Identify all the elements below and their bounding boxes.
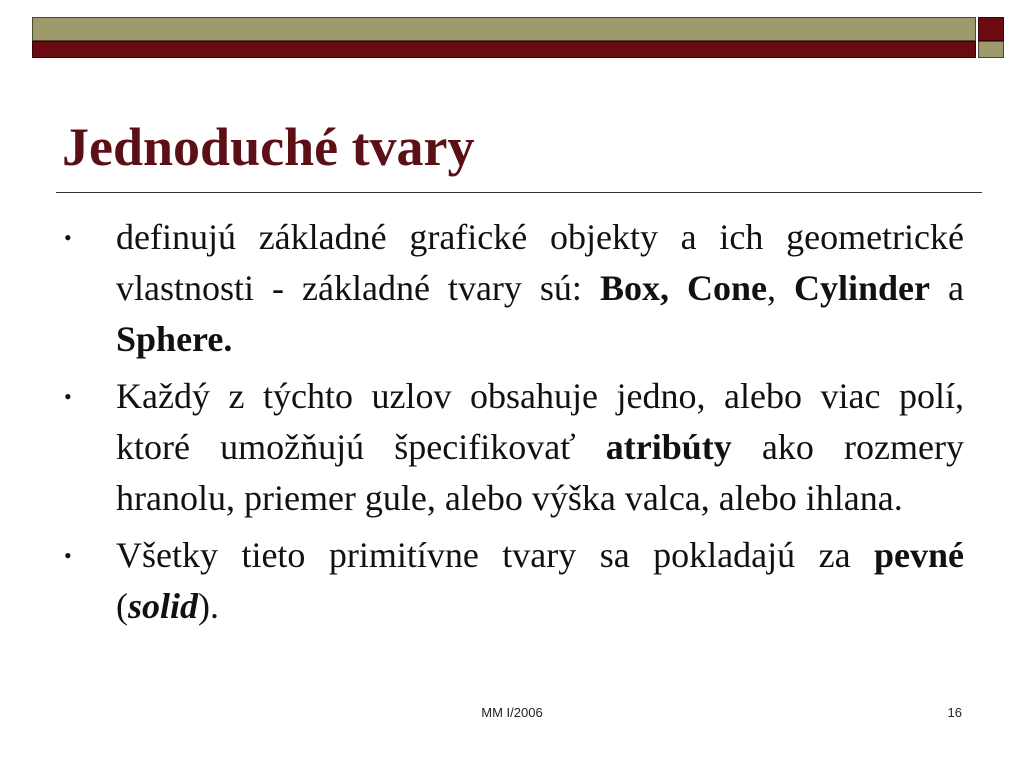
footer-page-number: 16	[947, 705, 962, 720]
bullet-segment: (	[116, 586, 128, 626]
bullet-segment: Všetky tieto primitívne tvary sa pokladajú za	[116, 535, 874, 575]
header-square-red	[978, 17, 1004, 41]
bullet-segment-bold: Cylinder	[794, 268, 931, 308]
bullet-segment-bold: Sphere.	[116, 319, 233, 359]
footer-course-label: MM I/2006	[481, 705, 543, 720]
bullet-segment-bold: atribúty	[605, 427, 732, 467]
bullet-dot-icon: •	[64, 225, 72, 250]
bullet-item	[60, 212, 964, 365]
bullet-list	[60, 212, 964, 638]
bullet-text	[116, 535, 964, 626]
bullet-segment: definujú základné grafické objekty a ich geometrické vlastnosti - základné tvary sú:	[116, 217, 964, 308]
bullet-segment-bold: pevné	[874, 535, 964, 575]
bullet-segment: ).	[198, 586, 220, 626]
bullet-segment-bold-italic: solid	[128, 586, 199, 626]
bullet-segment: a	[930, 268, 965, 308]
bullet-item	[60, 530, 964, 632]
bullet-segment: ,	[766, 268, 794, 308]
header-bar-red	[32, 41, 976, 58]
header-bar-olive	[32, 17, 976, 41]
bullet-segment: ako rozmery hranolu, priemer gule, alebo výška valca, alebo ihlana.	[116, 427, 964, 518]
bullet-text	[116, 376, 964, 518]
slide-title: Jednoduché tvary	[62, 117, 475, 177]
title-underline	[56, 192, 982, 193]
bullet-text	[116, 217, 964, 359]
bullet-dot-icon: •	[64, 384, 72, 409]
header-square-olive	[978, 41, 1004, 58]
bullet-segment: Každý z týchto uzlov obsahuje jedno, alebo viac polí, ktoré umožňujú špecifikovať	[116, 376, 964, 467]
bullet-item	[60, 371, 964, 524]
bullet-dot-icon: •	[64, 543, 72, 568]
bullet-segment-bold: Box, Cone	[599, 268, 767, 308]
